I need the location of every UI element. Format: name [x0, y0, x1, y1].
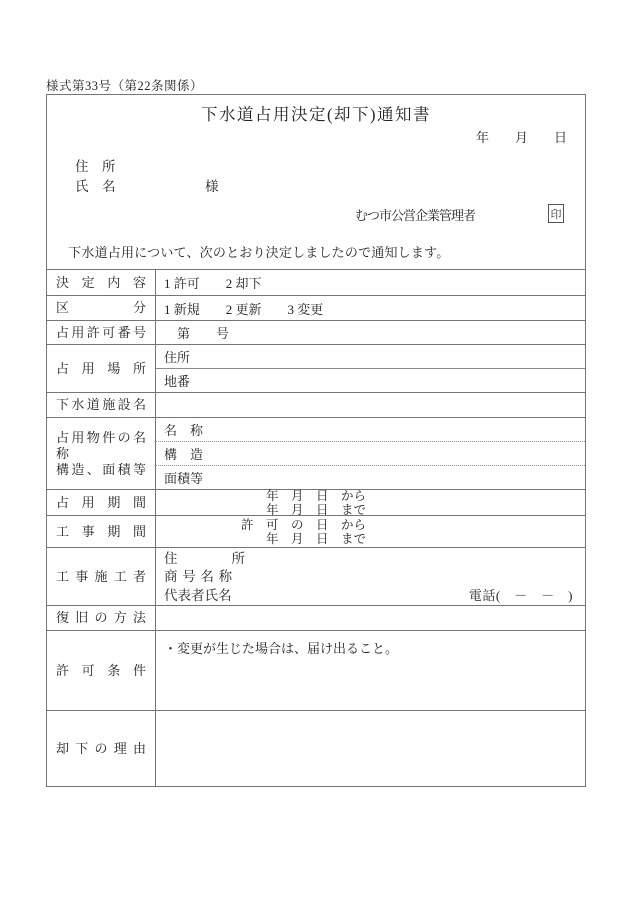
row-value: 第 号	[164, 326, 230, 341]
recipient-name-label: 氏 名	[75, 179, 116, 194]
decision-table	[47, 269, 585, 786]
notice-intro-sentence: 下水道占用について、次のとおり決定しましたので通知します。	[55, 245, 450, 260]
row-label-cell	[47, 490, 156, 515]
row-value-cell	[156, 393, 585, 417]
row-value-cell	[156, 606, 585, 630]
row-value-cell	[156, 418, 585, 489]
row-label-cell	[47, 711, 156, 786]
table-row-occupation-period	[47, 490, 585, 516]
row-label-cell	[47, 393, 156, 417]
issue-date-line: 年 月 日	[475, 130, 567, 145]
period-to-line: 年 月 日 まで	[241, 531, 367, 546]
row-value-cell	[156, 490, 585, 515]
subrow-name: 名 称	[156, 418, 585, 442]
row-label-line2: 構造、面積等	[56, 461, 146, 477]
row-value-cell	[156, 711, 585, 786]
subrow-structure: 構 造	[156, 442, 585, 466]
subrow-lot-number: 地番	[164, 374, 191, 389]
document-title: 下水道占用決定(却下)通知書	[201, 105, 431, 124]
form-number-label: 様式第33号（第22条関係）	[46, 79, 204, 93]
row-label: 却下の理由	[56, 740, 146, 756]
seal-character: 印	[550, 208, 562, 221]
table-row-construction-contractor	[47, 548, 585, 606]
row-label-cell	[47, 345, 156, 392]
row-label-cell	[47, 606, 156, 630]
row-label: 占用期間	[56, 494, 146, 510]
table-row-decision-content	[47, 270, 585, 296]
subrow-address: 住所	[156, 345, 585, 369]
row-label-cell	[47, 516, 156, 547]
row-label: 区分	[56, 300, 146, 315]
table-row-object-name-structure-area	[47, 418, 585, 490]
row-value: 1 許可 2 却下	[164, 276, 262, 291]
document-frame	[46, 94, 586, 787]
table-row-permit-conditions	[47, 631, 585, 711]
row-value-cell	[156, 548, 585, 605]
table-row-permit-number	[47, 321, 585, 345]
row-value-cell	[156, 516, 585, 547]
row-label: 決定内容	[56, 274, 146, 290]
row-value-cell	[156, 345, 585, 392]
row-value-cell	[156, 296, 585, 320]
recipient-honorific: 様	[205, 179, 219, 194]
subrow-group	[156, 345, 585, 392]
row-value: 1 新規 2 更新 3 変更	[164, 301, 324, 317]
row-label-line1: 占用物件の名称	[56, 429, 146, 461]
row-label-cell	[47, 418, 156, 489]
row-value-cell	[156, 321, 585, 344]
table-row-rejection-reason	[47, 711, 585, 786]
table-row-restoration-method	[47, 606, 585, 631]
row-label-cell	[47, 270, 156, 295]
subrow-area: 面積等	[164, 471, 204, 486]
contractor-representative-line	[164, 587, 577, 606]
row-label: 許可条件	[56, 662, 146, 678]
issuer-name: むつ市公営企業管理者	[355, 208, 476, 223]
period-to-line: 年 月 日 まで	[241, 502, 367, 517]
contractor-representative-label: 代表者氏名	[164, 587, 232, 603]
row-value-cell	[156, 270, 585, 295]
period-from-line: 年 月 日 から	[241, 488, 367, 503]
row-label: 工事期間	[56, 523, 146, 539]
row-label-cell	[47, 296, 156, 320]
row-value-cell	[156, 631, 585, 710]
row-label-cell	[47, 631, 156, 710]
table-row-sewer-facility-name	[47, 393, 585, 418]
table-row-category	[47, 296, 585, 321]
subrow-group	[156, 418, 585, 489]
row-label: 占用許可番号	[56, 324, 146, 340]
row-label: 占用場所	[56, 360, 146, 376]
table-row-construction-period	[47, 516, 585, 548]
contractor-trade-name-label: 商号名称	[164, 569, 237, 585]
phone-field: 電話( － － )	[468, 587, 573, 603]
row-label: 下水道施設名	[56, 397, 146, 412]
period-from-line: 許 可 の 日 から	[241, 517, 367, 532]
recipient-address-label: 住 所	[75, 159, 116, 174]
row-label-cell	[47, 321, 156, 344]
row-label-cell	[47, 548, 156, 605]
row-label: 工事施工者	[56, 568, 146, 584]
seal-box	[548, 204, 564, 223]
table-row-occupation-place	[47, 345, 585, 393]
permit-condition-item: ・変更が生じた場合は、届け出ること。	[164, 641, 399, 656]
row-label: 復旧の方法	[56, 610, 146, 625]
contractor-address-label: 住 所	[164, 550, 245, 566]
